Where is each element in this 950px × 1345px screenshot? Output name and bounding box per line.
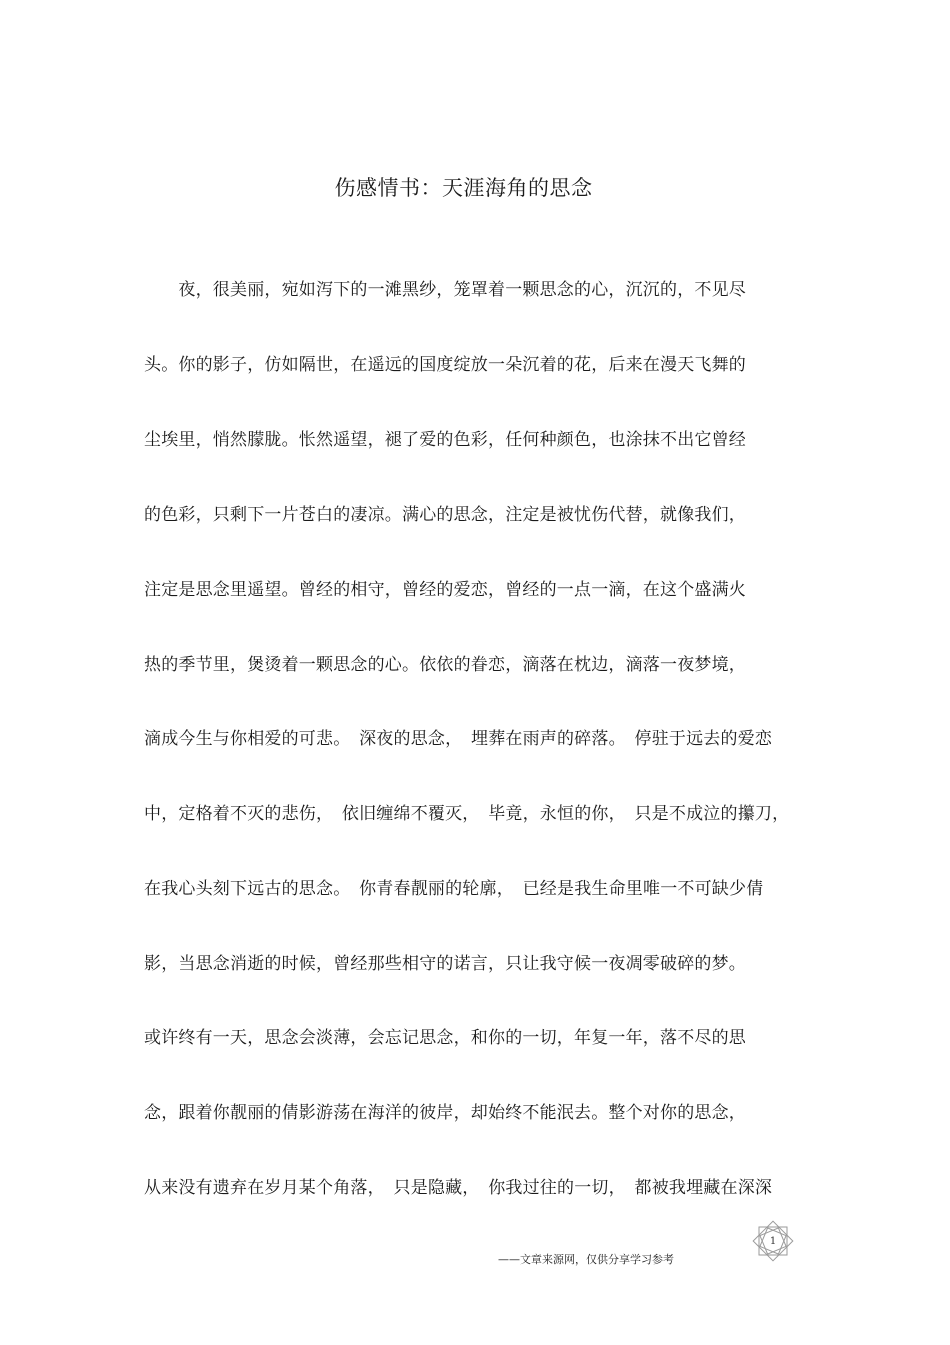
footer-note: ——文章来源网，仅供分享学习参考 (498, 1253, 674, 1266)
body-line-12: 念，跟着你靓丽的倩影游荡在海洋的彼岸，却始终不能泯去。整个对你的思念， (144, 1103, 746, 1123)
body-line-5: 注定是思念里遥望。曾经的相守，曾经的爱恋，曾经的一点一滴，在这个盛满火 (144, 580, 746, 600)
body-line-3: 尘埃里，悄然朦胧。怅然遥望，褪了爱的色彩，任何种颜色，也涂抹不出它曾经 (144, 430, 746, 450)
page-number: 1 (769, 1236, 777, 1247)
body-line-1: 夜，很美丽，宛如泻下的一滩黑纱，笼罩着一颗思念的心，沉沉的，不见尽 (144, 280, 746, 300)
body-line-13: 从来没有遗弃在岁月某个角落， 只是隐藏， 你我过往的一切， 都被我埋藏在深深 (144, 1178, 773, 1198)
body-line-4: 的色彩，只剩下一片苍白的凄凉。满心的思念，注定是被忧伤代替，就像我们， (144, 505, 746, 525)
body-line-2: 头。你的影子，仿如隔世，在遥远的国度绽放一朵沉着的花，后来在漫天飞舞的 (144, 355, 746, 375)
body-line-8: 中，定格着不灭的悲伤， 依旧缠绵不覆灭， 毕竟，永恒的你， 只是不成泣的攥刀， (144, 804, 790, 824)
body-line-11: 或许终有一天，思念会淡薄，会忘记思念，和你的一切，年复一年，落不尽的思 (144, 1028, 746, 1048)
body-line-10: 影，当思念消逝的时候，曾经那些相守的诺言，只让我守候一夜凋零破碎的梦。 (144, 954, 746, 974)
body-line-7: 滴成今生与你相爱的可悲。 深夜的思念， 埋葬在雨声的碎落。 停驻于远去的爱恋 (144, 729, 773, 749)
body-line-9: 在我心头刻下远古的思念。 你青春靓丽的轮廓， 已经是我生命里唯一不可缺少倩 (144, 879, 764, 899)
body-line-6: 热的季节里，煲烫着一颗思念的心。依依的眷恋，滴落在枕边，滴落一夜梦境， (144, 655, 746, 675)
page-title: 伤感情书：天涯海角的思念 (334, 176, 593, 200)
